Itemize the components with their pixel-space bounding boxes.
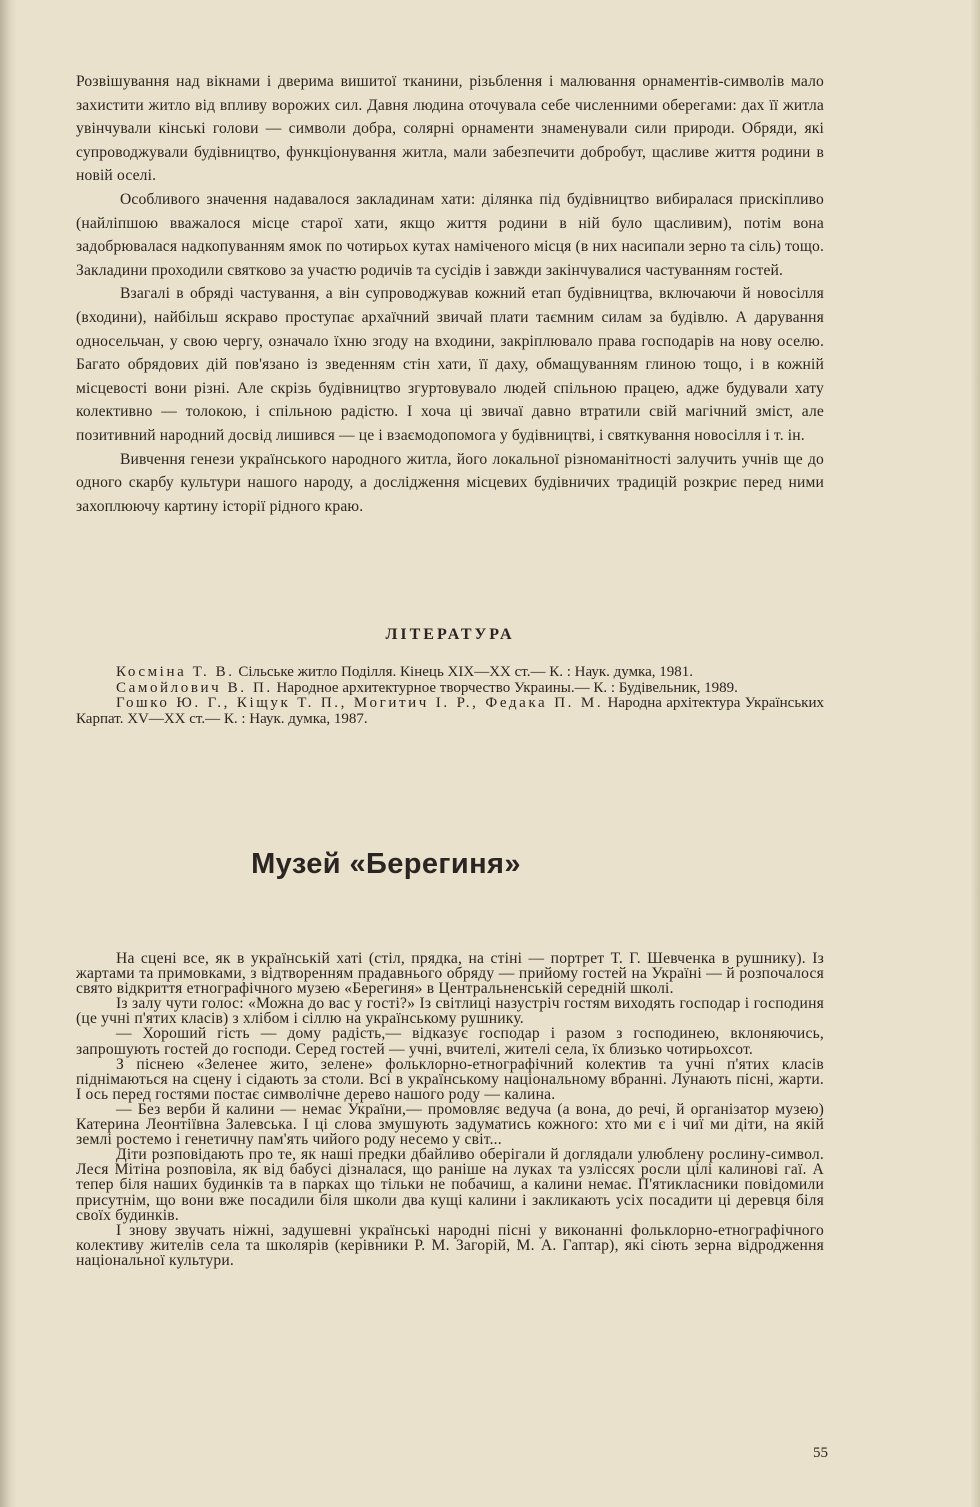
reference-text: Сільське житло Поділля. Кінець XIX—XX ст.— К. : Наук. думка, 1981. <box>234 664 694 680</box>
paragraph: Діти розповідають про те, як наші предки дбайливо оберігали й доглядали улюблену рослину-символ. Леся Мітіна розповіла, як від бабусі дізналася, що раніше на луках та узліссях росли цілі калинові гаї. А тепер біля наших будинків та в парках що тільки не побачиш, а калини немає. П'ятикласники повідомили присутнім, що вони вже посадили біля школи два кущі калини і закликають усіх посадити ці деревця біля своїх будинків. <box>76 1146 824 1224</box>
page-edge <box>970 0 980 1507</box>
book-spine-shadow <box>0 0 16 1507</box>
paragraph: — Хороший гість — дому радість,— відказує господар і разом з господинею, вклоняючись, запрошують гостей до господи. Серед гостей — учні, вчителі, жителі села, їх близько чотирьохсот. <box>76 1025 824 1058</box>
paragraph: З піснею «Зеленее жито, зелене» фольклорно-етнографічний колектив та учні п'ятих класів піднімаються на сцену і сідають за столи. Всі в українському національному вбранні. Лунають пісні, жарти. І ось перед гостями постає символічне дерево нашого роду — калина. <box>76 1055 824 1103</box>
reference-item <box>76 696 824 727</box>
paragraph: Взагалі в обряді частування, а він супроводжував кожний етап будівництва, включаючи й новосілля (входини), найбільш яскраво проступає архаїчний звичай плати таємним силам за будівлю. А дарування односельчан, у свою чергу, означало їхню згоду на входини, закріплювало права господарів на нову оселю. Багато обрядових дій пов'язано із зведенням стін хати, її даху, обмащуванням глиною тощо, і в кожній місцевості вони різні. Але скрізь будівництво згуртовувало людей спільною працею, адже будували хату колективно — толокою, і спільною радістю. І хоча ці звичаї давно втратили свій магічний зміст, але позитивний народний досвід лишився — це і взаємодопомога у будівництві, і святкування новосілля і т. ін. <box>76 285 824 444</box>
paragraph: Із залу чути голос: «Можна до вас у гості?» Із світлиці назустріч гостям виходять господар і господиня (це учні п'ятих класів) з хлібом і сіллю на українському рушнику. <box>76 995 824 1028</box>
paragraph: І знову звучать ніжні, задушевні українські народні пісні у виконанні фольклорно-етнографічного колективу жителів села та школярів (керівники Р. М. Загорій, М. А. Гаптар), які сіють зерна відродження національної культури. <box>76 1221 824 1269</box>
article-title: Музей «Берегиня» <box>251 848 521 880</box>
paragraph: — Без верби й калини — немає України,— промовляє ведуча (а вона, до речі, й організатор музею) Катерина Леонтіївна Залевська. І ці слова змушують задуматись кожного: хто ми є і чиї ми діти, на якій землі ростемо і генетичну пам'ять чийого роду несемо у світ... <box>76 1100 824 1149</box>
paragraph: Розвішування над вікнами і дверима вишитої тканини, різьблення і малювання орнаментів-символів мало захистити житло від впливу ворожих сил. Давня людина оточувала себе численними оберегами: дах її житла увінчували кінські голови — символи добра, солярні орнаменти знаменували сили природи. Обряди, які супроводжували будівництво, функціонування житла, мали забезпечити добробут, щасливе життя родини в новій оселі. <box>76 73 824 185</box>
article-text <box>76 951 824 1268</box>
reference-text: Народна архітектура Українських Карпат. XV—XX ст.— К. : Наук. думка, 1987. <box>76 695 824 727</box>
paragraph: Вивчення генези українського народного житла, його локальної різноманітності залучить учнів ще до одного скарбу культури нашого народу, а дослідження місцевих будівничих традицій розкриє перед ними захоплюючу картину історії рідного краю. <box>76 450 824 515</box>
literature-heading: ЛІТЕРАТУРА <box>385 626 515 643</box>
literature-list <box>76 665 824 727</box>
reference-item <box>76 665 824 681</box>
reference-text: Народное архитектурное творчество Украины.— К. : Будівельник, 1989. <box>272 679 738 696</box>
reference-author: Косміна Т. В. <box>116 664 235 680</box>
reference-item <box>76 681 824 697</box>
paragraph: На сцені все, як в українській хаті (стіл, прядка, на стіні — портрет Т. Г. Шевченка в рушнику). Із жартами та примовками, з відтворенням прадавнього обряду — прийому гостей на Україні — й розпочалося свято відкриття етнографічного музею «Берегиня» в Центральненській середній школі. <box>76 950 824 998</box>
reference-author: Самойлович В. П. <box>116 679 273 696</box>
reference-author: Гошко Ю. Г., Кіщук Т. П., Могитич І. Р., Федака П. М. <box>116 695 604 712</box>
paragraph: Особливого значення надавалося закладинам хати: ділянка під будівництво вибиралася прискіпливо (найліпшою вважалося місце старої хати, якщо життя родини в ній було щасливим), потім вона задобрювалася надкопуванням ямок по чотирьох кутах наміченого місця (в них насипали зерно та сіль) тощо. Закладини проходили святково за участю родичів та сусідів і завжди закінчувалися частуванням гостей. <box>76 190 824 279</box>
section1-text <box>76 70 824 518</box>
page-number: 55 <box>813 1445 828 1461</box>
